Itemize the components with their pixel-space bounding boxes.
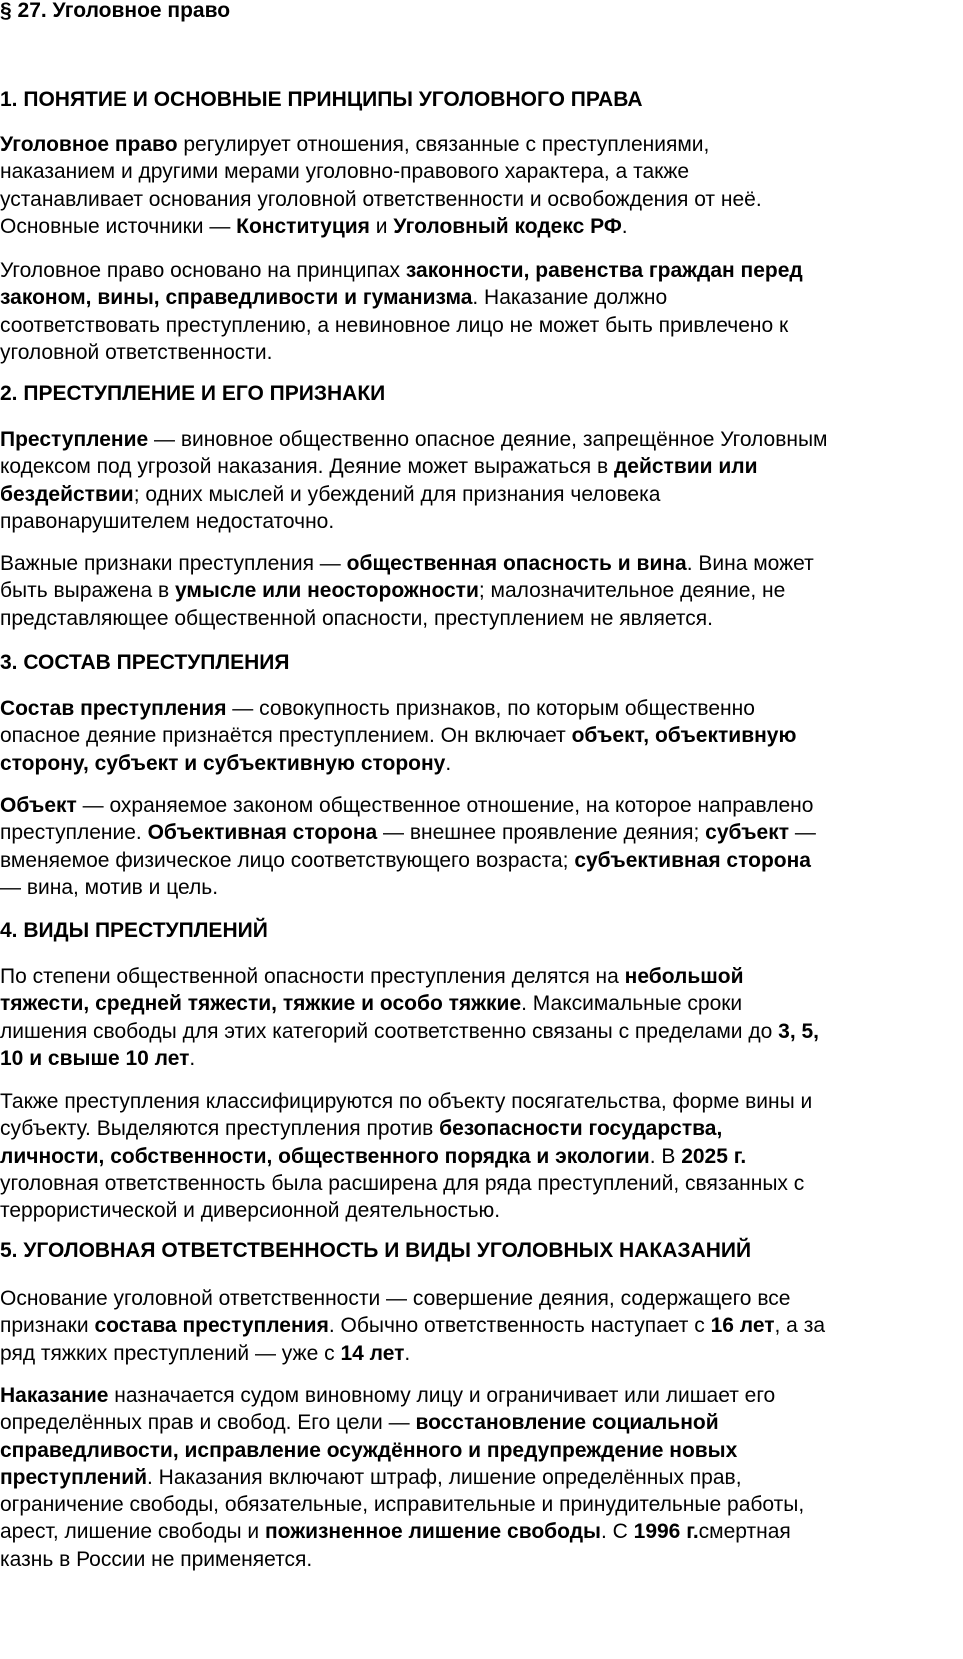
paragraph <box>0 963 963 1072</box>
bold-term: личности, собственности, общественного порядка и экологии <box>0 1144 650 1168</box>
section-heading-3: 3. СОСТАВ ПРЕСТУПЛЕНИЯ <box>0 651 290 674</box>
bold-term: Состав преступления <box>0 697 227 720</box>
bold-term: преступлений <box>0 1465 148 1489</box>
text-line: признаки состава преступления. Обычно ответственность наступает с 16 лет, а за <box>0 1314 826 1338</box>
bold-term: Преступление <box>0 428 149 451</box>
text-line: устанавливает основания уголовной ответственности и освобождения от неё. <box>0 187 762 211</box>
bold-term: Уголовный кодекс РФ <box>393 214 622 238</box>
text-line: По степени общественной опасности преступления делятся на небольшой <box>0 965 744 988</box>
text-line: преступление. Объективная сторона — внешнее проявление деяния; субъект — <box>0 821 816 845</box>
bold-term: 16 лет <box>710 1314 775 1338</box>
text-line: Преступление — виновное общественно опасное деяние, запрещённое Уголовным <box>0 428 828 451</box>
bold-term: 10 и свыше 10 лет <box>0 1046 190 1070</box>
text-line: казнь в России не применяется. <box>0 1547 313 1571</box>
text-line: Объект — охраняемое законом общественное отношение, на которое направлено <box>0 794 814 817</box>
text-line <box>0 1437 963 1464</box>
bold-term: восстановление социальной <box>415 1411 719 1435</box>
text-line: законом, вины, справедливости и гуманизма. Наказание должно <box>0 286 668 310</box>
text-line: Основание уголовной ответственности — совершение деяния, содержащего все <box>0 1287 791 1310</box>
text-line: наказанием и другими мерами уголовно-правового характера, а также <box>0 160 690 184</box>
bold-term: общественная опасность и вина <box>346 552 687 575</box>
section-heading-4: 4. ВИДЫ ПРЕСТУПЛЕНИЙ <box>0 919 268 942</box>
text-line: быть выражена в умысле или неосторожности; малозначительное деяние, не <box>0 579 786 603</box>
bold-term: пожизненное лишение свободы <box>264 1520 601 1544</box>
paragraph <box>0 550 963 632</box>
text-line: кодексом под угрозой наказания. Деяние может выражаться в действии или <box>0 455 758 479</box>
bold-term: 1996 г. <box>633 1520 699 1544</box>
paragraph <box>0 695 963 777</box>
paragraph <box>0 1285 963 1367</box>
text-line: лишения свободы для этих категорий соответственно связаны с пределами до 3, 5, <box>0 1019 820 1043</box>
section-heading-5: 5. УГОЛОВНАЯ ОТВЕТСТВЕННОСТЬ И ВИДЫ УГОЛОВНЫХ НАКАЗАНИЙ <box>0 1239 752 1262</box>
text-line: Уголовное право регулирует отношения, связанные с преступлениями, <box>0 133 710 156</box>
bold-term: умысле или неосторожности <box>174 579 479 603</box>
text-line: определённых прав и свобод. Его цели — восстановление социальной <box>0 1411 719 1435</box>
bold-term: субъект <box>705 821 790 845</box>
text-line: субъекту. Выделяются преступления против безопасности государства, <box>0 1117 723 1141</box>
paragraph <box>0 257 963 366</box>
text-line: опасное деяние признаётся преступлением. Он включает объект, объективную <box>0 724 797 748</box>
bold-term: законом, вины, справедливости и гуманизма <box>0 286 473 310</box>
bold-term: субъективная сторона <box>574 848 811 872</box>
text-line: ряд тяжких преступлений — уже с 14 лет. <box>0 1341 411 1365</box>
bold-term: состава преступления <box>94 1314 329 1338</box>
bold-term: справедливости, исправление осуждённого и предупреждение новых <box>0 1438 738 1462</box>
bold-term: 3, 5, <box>778 1019 820 1043</box>
bold-term: сторону, субъект и субъективную сторону <box>0 751 446 775</box>
section-heading-2: 2. ПРЕСТУПЛЕНИЕ И ЕГО ПРИЗНАКИ <box>0 382 386 405</box>
text-line: представляющее общественной опасности, преступлением не является. <box>0 606 713 630</box>
paragraph <box>0 426 963 535</box>
paragraph <box>0 792 963 901</box>
page-title: § 27. Уголовное право <box>0 0 231 22</box>
text-line: сторону, субъект и субъективную сторону. <box>0 751 452 775</box>
paragraph <box>0 1382 963 1573</box>
bold-term: небольшой <box>624 965 744 988</box>
text-line: арест, лишение свободы и пожизненное лишение свободы. С 1996 г.смертная <box>0 1520 791 1544</box>
bold-term: Уголовное право <box>0 133 178 156</box>
bold-term: тяжести, средней тяжести, тяжкие и особо тяжкие <box>0 992 522 1016</box>
text-line: Уголовное право основано на принципах законности, равенства граждан перед <box>0 259 803 282</box>
text-line: уголовной ответственности. <box>0 340 273 364</box>
text-line: уголовная ответственность была расширена для ряда преступлений, связанных с <box>0 1171 805 1195</box>
text-line: бездействии; одних мыслей и убеждений для признания человека <box>0 482 661 506</box>
text-line: Важные признаки преступления — общественная опасность и вина. Вина может <box>0 552 814 575</box>
text-line: Основные источники — Конституция и Уголовный кодекс РФ. <box>0 214 628 238</box>
text-line: Также преступления классифицируются по объекту посягательства, форме вины и <box>0 1090 813 1113</box>
bold-term: законности, равенства граждан перед <box>405 259 803 282</box>
paragraph <box>0 1088 963 1224</box>
text-line: соответствовать преступлению, а невиновное лицо не может быть привлечено к <box>0 313 789 337</box>
bold-term: действии или <box>613 455 758 479</box>
text-line: правонарушителем недостаточно. <box>0 509 335 533</box>
text-line: тяжести, средней тяжести, тяжкие и особо тяжкие. Максимальные сроки <box>0 992 743 1016</box>
bold-term: Наказание <box>0 1384 109 1407</box>
text-line: 10 и свыше 10 лет. <box>0 1046 196 1070</box>
bold-term: Объект <box>0 794 77 817</box>
bold-term: безопасности государства, <box>439 1117 723 1141</box>
text-line: — вина, мотив и цель. <box>0 875 219 899</box>
bold-term: Объективная сторона <box>147 821 378 845</box>
bold-term: объект, объективную <box>571 724 797 748</box>
bold-term: 14 лет <box>340 1341 405 1365</box>
section-heading-1: 1. ПОНЯТИЕ И ОСНОВНЫЕ ПРИНЦИПЫ УГОЛОВНОГО ПРАВА <box>0 88 643 111</box>
text-line: Состав преступления — совокупность признаков, по которым общественно <box>0 697 755 720</box>
text-line: преступлений. Наказания включают штраф, лишение определённых прав, <box>0 1465 742 1489</box>
bold-term: Конституция <box>236 214 370 238</box>
text-line: Наказание назначается судом виновному лицу и ограничивает или лишает его <box>0 1384 776 1407</box>
text-line: ограничение свободы, обязательные, исправительные и принудительные работы, <box>0 1493 805 1517</box>
bold-term: 2025 г. <box>681 1144 747 1168</box>
text-line: террористической и диверсионной деятельностью. <box>0 1199 501 1223</box>
paragraph <box>0 131 963 240</box>
bold-term: бездействии <box>0 482 134 506</box>
text-line: личности, собственности, общественного порядка и экологии. В 2025 г. <box>0 1144 747 1168</box>
text-line: вменяемое физическое лицо соответствующего возраста; субъективная сторона <box>0 848 811 872</box>
